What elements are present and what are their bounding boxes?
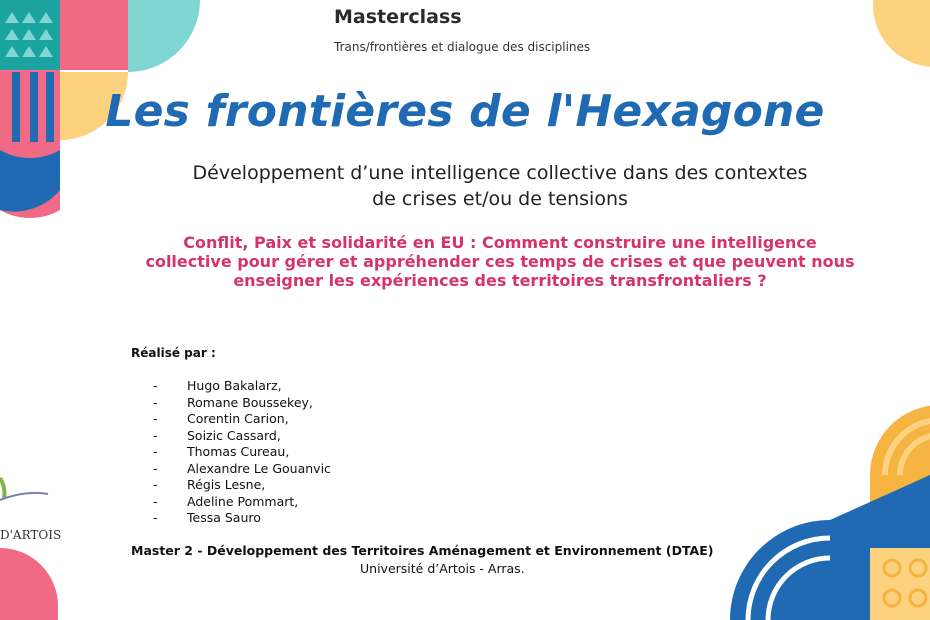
main-title: Les frontières de l'Hexagone	[105, 86, 825, 137]
author-item	[153, 461, 331, 478]
top-right-circle	[873, 0, 930, 67]
author-name: Tessa Sauro	[187, 510, 261, 525]
author-item	[153, 494, 331, 511]
subtitle-line: Développement d’une intelligence collective dans des contextes	[192, 162, 808, 184]
authors-label: Réalisé par :	[131, 346, 216, 360]
university-logo-mark	[0, 478, 48, 500]
list-dash: -	[153, 394, 158, 410]
bottom-left-semicircle	[0, 548, 58, 620]
research-question	[95, 233, 905, 290]
author-name: Thomas Cureau,	[187, 444, 290, 459]
bottom-right-pattern	[730, 405, 930, 620]
list-dash: -	[153, 493, 158, 509]
program-name: Master 2 - Développement des Territoires Aménagement et Environnement (DTAE)	[131, 543, 714, 558]
masterclass-subtitle: Trans/frontières et dialogue des disciplines	[334, 40, 591, 54]
subtitle	[115, 160, 885, 212]
author-item	[153, 477, 331, 494]
logo-text: D'ARTOIS	[0, 528, 62, 542]
author-item	[153, 395, 331, 412]
author-name: Corentin Carion,	[187, 411, 289, 426]
author-item	[153, 411, 331, 428]
author-item	[153, 428, 331, 445]
university-name: Université d’Artois - Arras.	[360, 561, 525, 576]
author-item	[153, 510, 331, 527]
author-name: Alexandre Le Gouanvic	[187, 460, 331, 476]
list-dash: -	[153, 477, 158, 492]
question-line: collective pour gérer et appréhender ces temps de crises et que peuvent nous	[145, 252, 855, 271]
author-name: Soizic Cassard,	[187, 427, 281, 443]
list-dash: -	[153, 411, 158, 426]
list-dash: -	[153, 427, 158, 443]
subtitle-line: de crises et/ou de tensions	[372, 188, 628, 210]
list-dash: -	[153, 460, 158, 476]
author-item	[153, 378, 331, 395]
list-dash: -	[153, 378, 158, 393]
authors-list	[153, 378, 331, 527]
author-name: Hugo Bakalarz,	[187, 378, 282, 393]
list-dash: -	[153, 444, 158, 459]
question-line: enseigner les expériences des territoires transfrontaliers ?	[233, 271, 767, 290]
author-name: Adeline Pommart,	[187, 493, 299, 509]
author-name: Régis Lesne,	[187, 477, 266, 492]
question-line: Conflit, Paix et solidarité en EU : Comment construire une intelligence	[183, 233, 817, 252]
masterclass-title: Masterclass	[334, 6, 462, 28]
author-item	[153, 444, 331, 461]
author-name: Romane Boussekey,	[187, 394, 313, 410]
list-dash: -	[153, 510, 158, 525]
